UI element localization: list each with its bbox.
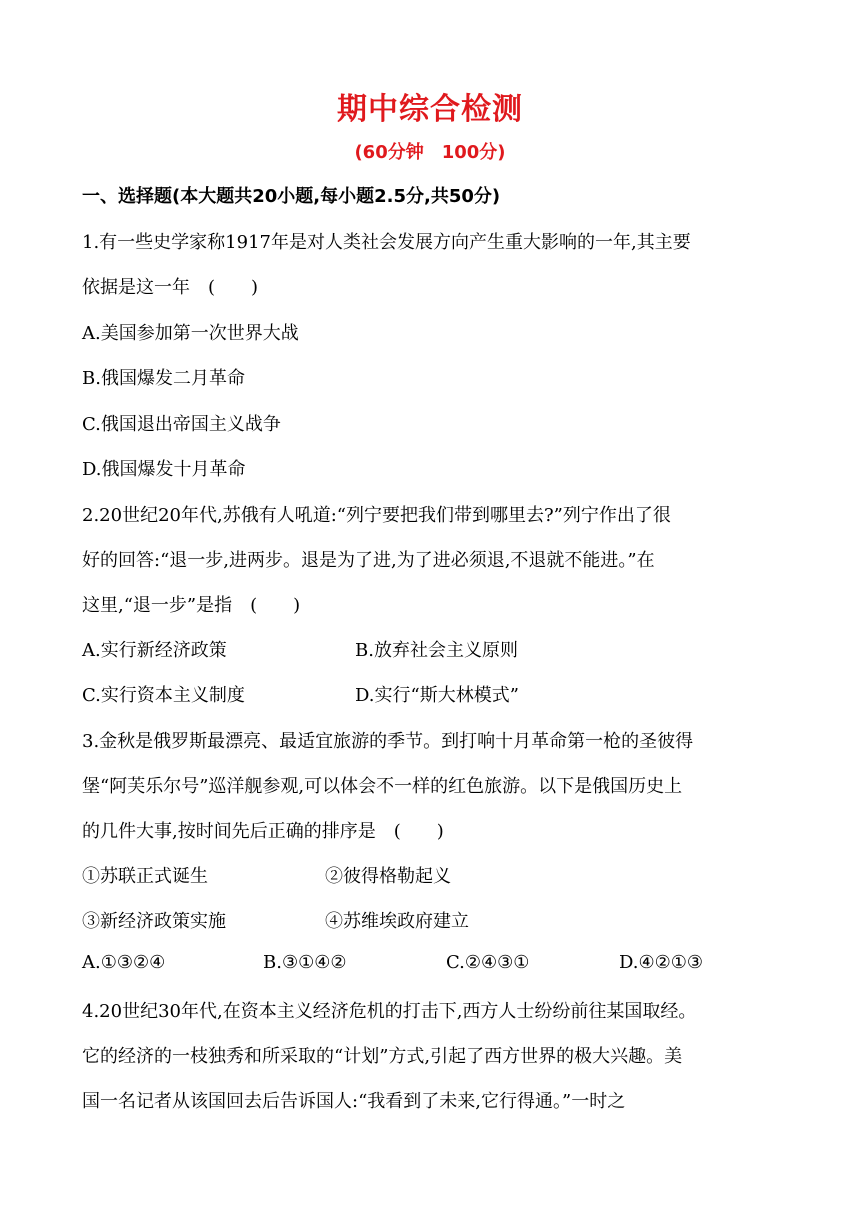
q3-stem-line-1: 3.金秋是俄罗斯最漂亮、最适宜旅游的季节。到打响十月革命第一枪的圣彼得 [82,731,694,752]
q1-option-d: D.俄国爆发十月革命 [82,459,246,480]
q3-option-c: C.②④③① [446,952,530,973]
q2-stem-line-2: 好的回答:“退一步,进两步。退是为了进,为了进必须退,不退就不能进。”在 [82,550,655,571]
q2-stem-line-3: 这里,“退一步”是指 ( ) [82,595,301,616]
q1-option-a: A.美国参加第一次世界大战 [82,323,299,344]
q4-stem-line-2: 它的经济的一枝独秀和所采取的“计划”方式,引起了西方世界的极大兴趣。美 [82,1046,683,1067]
q1-stem-line-1: 1.有一些史学家称1917年是对人类社会发展方向产生重大影响的一年,其主要 [82,232,691,253]
q3-option-d: D.④②①③ [619,952,704,973]
q3-stem-line-3: 的几件大事,按时间先后正确的排序是 ( ) [82,821,444,842]
q3-option-a: A.①③②④ [82,952,166,973]
page-subtitle: (60分钟 100分) [354,142,506,163]
q2-option-a: A.实行新经济政策 [82,640,227,661]
q3-event-1: ①苏联正式诞生 [82,866,208,887]
q2-option-d: D.实行“斯大林模式” [355,685,519,706]
section-heading: 一、选择题(本大题共20小题,每小题2.5分,共50分) [82,186,501,207]
q1-option-b: B.俄国爆发二月革命 [82,368,245,389]
q2-option-b: B.放弃社会主义原则 [355,640,518,661]
q3-event-4: ④苏维埃政府建立 [325,911,469,932]
q2-option-c: C.实行资本主义制度 [82,685,245,706]
page-title: 期中综合检测 [337,92,523,127]
q4-stem-line-3: 国一名记者从该国回去后告诉国人:“我看到了未来,它行得通。”一时之 [82,1091,626,1112]
q1-option-c: C.俄国退出帝国主义战争 [82,414,281,435]
q3-option-b: B.③①④② [263,952,347,973]
q3-event-3: ③新经济政策实施 [82,911,226,932]
q2-stem-line-1: 2.20世纪20年代,苏俄有人吼道:“列宁要把我们带到哪里去?”列宁作出了很 [82,505,671,526]
q3-event-2: ②彼得格勒起义 [325,866,451,887]
q3-stem-line-2: 堡“阿芙乐尔号”巡洋舰参观,可以体会不一样的红色旅游。以下是俄国历史上 [82,776,683,797]
q1-stem-line-2: 依据是这一年 ( ) [82,277,259,298]
q4-stem-line-1: 4.20世纪30年代,在资本主义经济危机的打击下,西方人士纷纷前往某国取经。 [82,1001,697,1022]
